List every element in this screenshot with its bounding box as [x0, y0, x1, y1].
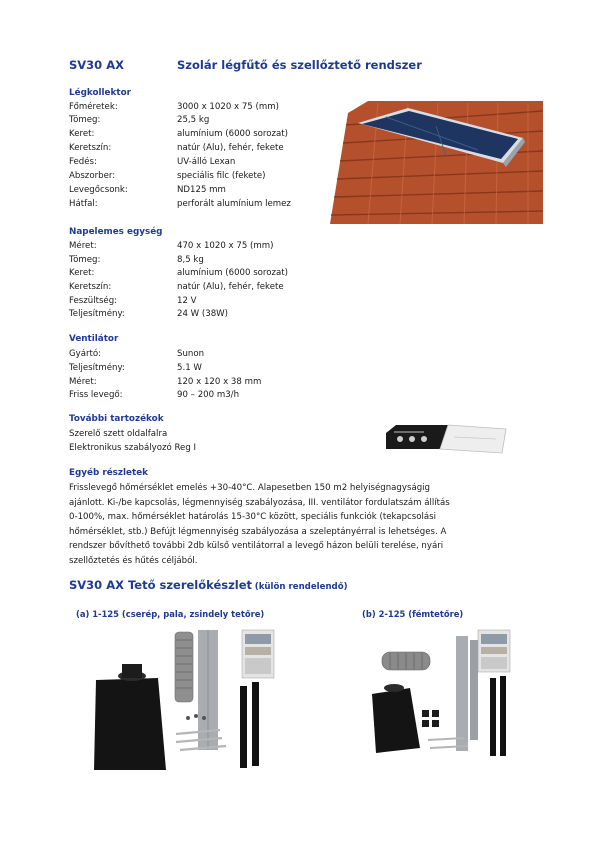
roof-kit-note: (külön rendelendő) [254, 582, 348, 592]
roof-kit-heading [69, 578, 348, 592]
text-line: hőmérséklet, stb.) Befújt légmennyiség szabályozása a szeleptányérral is lehetséges. A [69, 526, 447, 537]
roof-kit-b-photo [372, 628, 512, 761]
solar-unit-heading: Napelemes egység [69, 227, 163, 237]
roof-collector-photo [318, 93, 543, 224]
other-details-heading: Egyéb részletek [69, 468, 149, 478]
controller-photo [384, 419, 514, 455]
accessory-item: Elektronikus szabályozó Reg I [69, 443, 197, 453]
text-line: Frisslevegő hőmérséklet emelés +30-40°C. Alapesetben 150 m2 helyiségnagyságig [69, 483, 431, 493]
text-line: ajánlott. Ki-/be kapcsolás, légmennyiség szabályozása, III. ventilátor fordulatszám állítás [69, 497, 450, 508]
option-a-label: (a) 1-125 (cserép, pala, zsindely tetőre) [76, 609, 265, 619]
text-line: rendszer bővíthető további 2db külső ventilátorral a levegő házon belüli terelése, nyári [69, 541, 444, 552]
text-line: 0-100%, max. hőmérséklet határolás 15-30°C között, speciális funkciók (tekapcsolási [69, 512, 437, 523]
accessories-heading: További tartozékok [69, 414, 164, 424]
roof-kit-title: SV30 AX Tető szerelőkészlet [69, 578, 253, 592]
roof-kit-a-photo [92, 624, 277, 771]
model-label: SV30 AX [69, 58, 124, 72]
option-b-label: (b) 2-125 (fémtetőre) [362, 609, 464, 619]
page-title: Szolár légfűtő és szellőztető rendszer [177, 58, 422, 72]
collector-heading: Légkollektor [69, 88, 131, 98]
accessory-item: Szerelő szett oldalfalra [69, 429, 168, 439]
other-details-text [69, 481, 539, 569]
text-line: szellőztetés és hűtés céljából. [69, 555, 198, 566]
fan-heading: Ventilátor [69, 334, 119, 344]
